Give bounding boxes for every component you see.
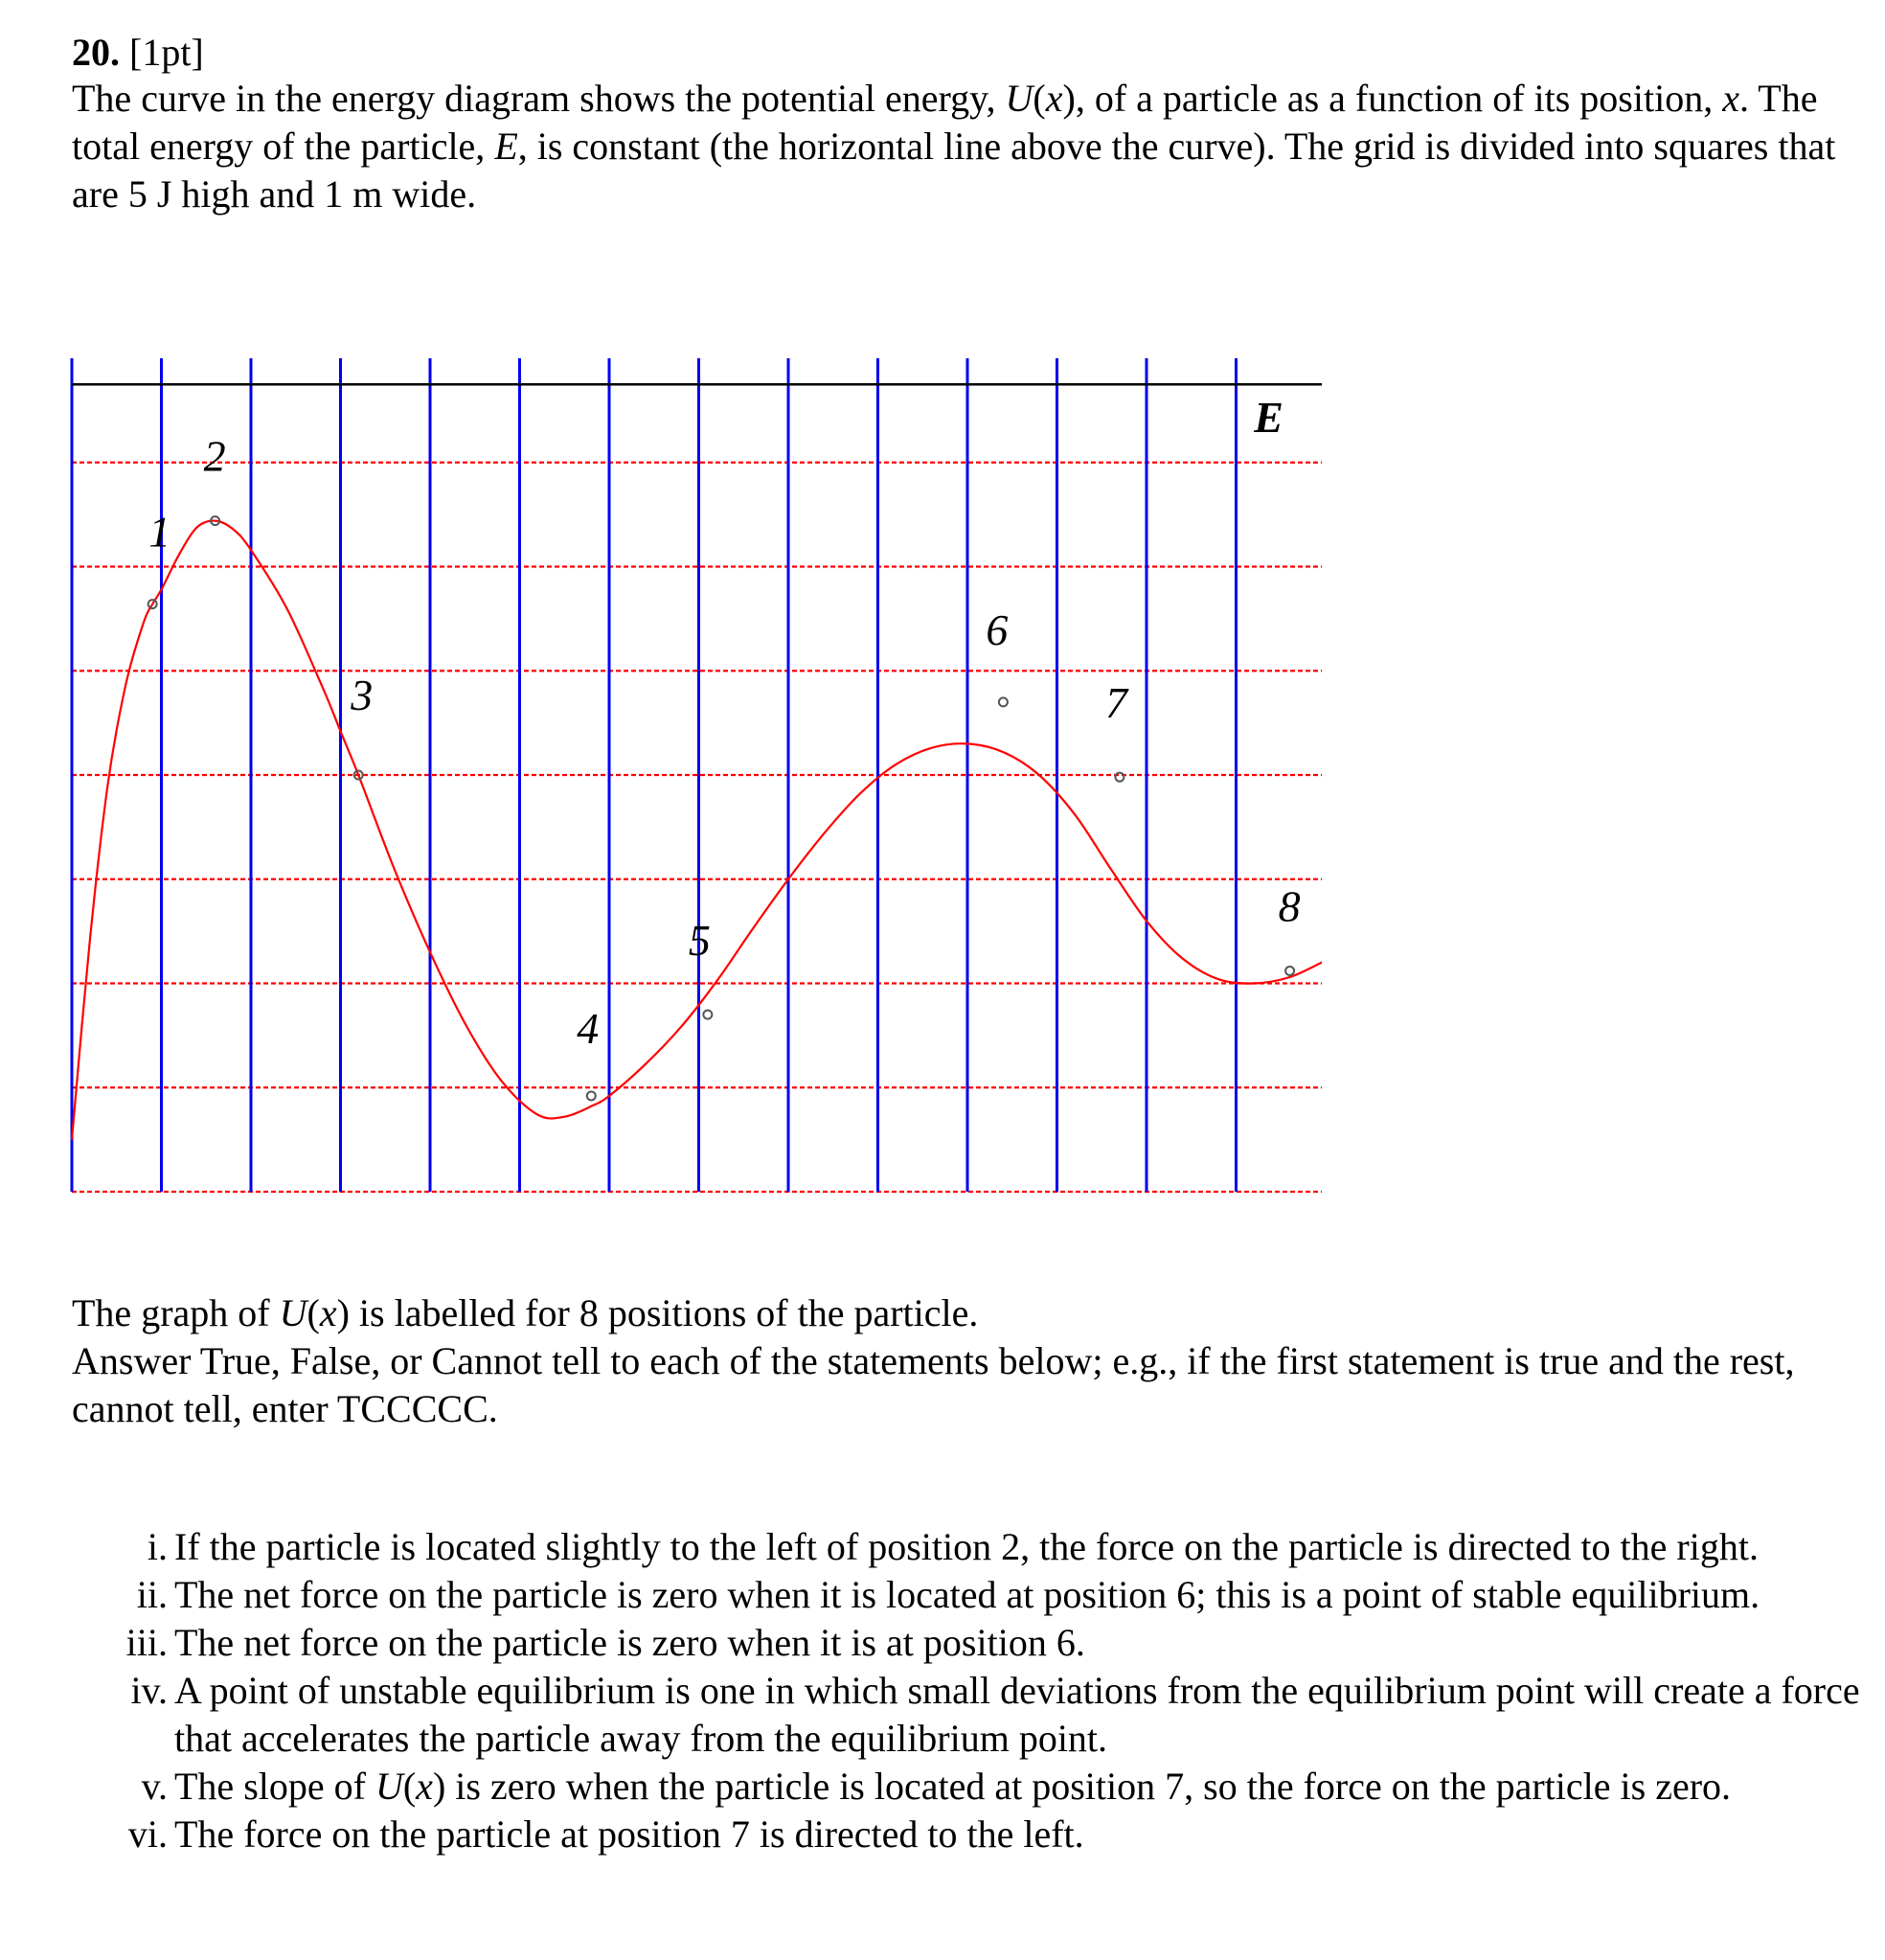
position-marker [587,1091,596,1100]
statement-text: The slope of [174,1765,375,1808]
statement-list [0,1523,1860,1858]
statement-u: U [375,1765,403,1808]
statement-item [0,1667,1860,1763]
statement-number: iv. [130,1669,168,1712]
statement-lp: ( [402,1765,417,1808]
position-marker [1115,773,1124,782]
question-header [72,29,1873,77]
intro-text: , is constant (the horizontal line above the curve). The grid is divided into squares that are 5 J high and 1 m wide. [72,125,1836,216]
position-label: 2 [203,431,226,481]
answer-instructions: Answer True, False, or Cannot tell to each of the statements below; e.g., if the first statement is true and the rest, cannot tell, enter TCCCCC. [72,1339,1795,1430]
intro-x: x [1045,77,1063,120]
position-label: 4 [577,1003,600,1053]
question-points: [1pt] [129,31,204,74]
intro-e: E [494,125,518,168]
position-label: 3 [351,671,374,719]
statement-text: ) is zero when the particle is located at position 7, so the force on the particle is zero. [432,1765,1732,1808]
statement-text: A point of unstable equilibrium is one in which small deviations from the equilibrium point will create a force that accelerates the particle away from the equilibrium point. [174,1669,1860,1760]
caption-text: The graph of [72,1291,280,1334]
statement-item [0,1619,1860,1667]
statement-item [0,1571,1860,1619]
statement-text: The net force on the particle is zero when it is at position 6. [174,1621,1085,1664]
position-label: 5 [688,916,711,966]
statement-text: The net force on the particle is zero when it is located at position 6; this is a point of stable equilibrium. [174,1573,1760,1616]
potential-energy-curve [72,521,1322,1140]
caption-text: ) is labelled for 8 positions of the particle. [336,1291,979,1334]
statement-number: ii. [136,1573,168,1616]
intro-text: ), of a particle as a function of its position, [1062,77,1723,120]
position-label: 6 [986,604,1009,654]
question-number: 20. [72,31,120,74]
position-marker [1285,967,1294,975]
statement-number: vi. [127,1812,168,1856]
statement-number: iii. [125,1621,168,1664]
energy-label: E [1254,393,1283,443]
caption-u: U [279,1291,307,1334]
graph-caption [72,1289,1873,1337]
position-label: 1 [148,507,171,557]
position-label: 7 [1104,678,1127,728]
position-marker [703,1011,712,1019]
statement-number: v. [141,1765,168,1808]
position-marker [999,697,1008,706]
energy-diagram [67,354,1322,1217]
statement-item [0,1811,1860,1858]
statement-number: i. [147,1525,168,1568]
position-label: 8 [1278,881,1301,931]
intro-lp: ( [1033,77,1046,120]
statement-text: If the particle is located slightly to the left of position 2, the force on the particle is directed to the right. [174,1525,1759,1568]
intro-text: The curve in the energy diagram shows the potential energy, [72,77,1006,120]
statement-text: The force on the particle at position 7 is directed to the left. [174,1812,1084,1856]
statement-x: x [416,1765,433,1808]
question-intro [72,75,1873,218]
intro-x: x [1722,77,1739,120]
statement-item [0,1763,1860,1811]
caption-x: x [319,1291,337,1334]
intro-u: U [1005,77,1033,120]
statement-item [0,1523,1860,1571]
caption-lp: ( [307,1291,320,1334]
intro-text: . The total energy of the particle, [72,77,1818,168]
